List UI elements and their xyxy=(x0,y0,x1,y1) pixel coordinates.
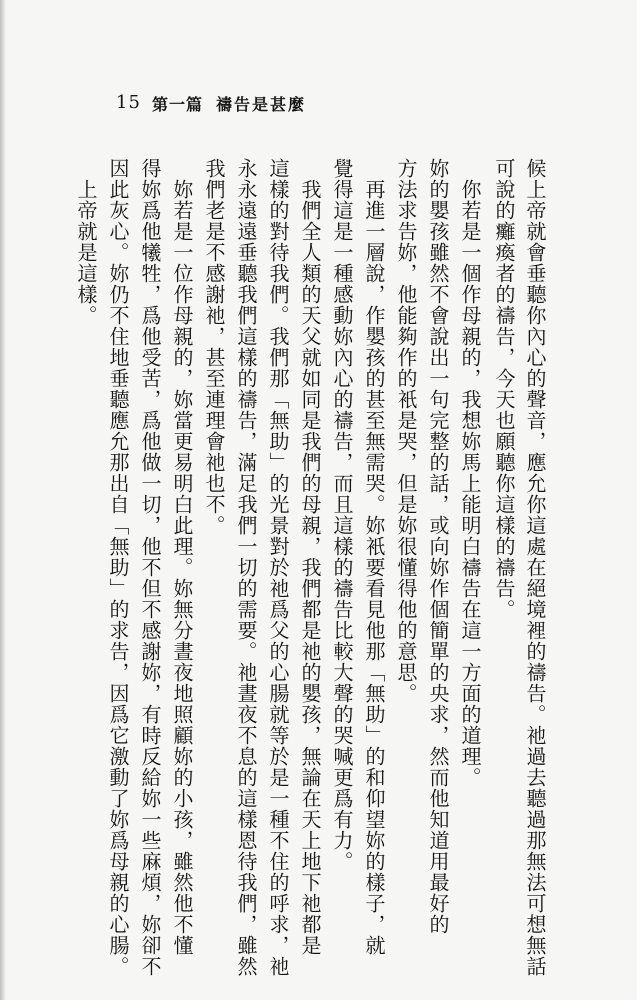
text-column-12: 妳若是一位作母親的，妳當更易明白此理。妳無分晝夜地照顧妳的小孩，雖然他不懂 xyxy=(170,158,194,956)
text-column-9: 這樣的對待我們。我們那「無助」的光景對於祂爲父的心腸就等於是一種不住的呼求，祂 xyxy=(266,158,290,977)
page-number: 15 xyxy=(116,92,141,113)
text-column-10: 永永遠遠垂聽我們這樣的禱告，滿足我們一切的需要。祂晝夜不息的這樣恩待我們，雖然 xyxy=(234,158,258,977)
text-column-14: 因此灰心。妳仍不住地垂聽應允那出自「無助」的求告，因爲它激動了妳爲母親的心腸。 xyxy=(106,158,130,977)
text-column-15: 上帝就是這樣。 xyxy=(74,158,98,326)
text-column-5: 方法求告妳，他能夠作的衹是哭，但是妳很懂得他的意思。 xyxy=(394,158,418,704)
text-column-7: 覺得這是一種感動妳內心的禱告，而且這樣的禱告比較大聲的哭喊更爲有力。 xyxy=(330,158,354,872)
text-column-4: 妳的嬰孩雖然不會說出一句完整的話，或向妳作個簡單的央求，然而他知道用最好的 xyxy=(426,158,450,935)
text-column-11: 我們老是不感謝祂，甚至連理會祂也不。 xyxy=(202,158,226,536)
text-column-1: 候上帝就會垂聽你內心的聲音，應允你這處在絕境裡的禱告。祂過去聽過那無法可想無話 xyxy=(523,158,547,977)
chapter-label: 第一篇 xyxy=(152,95,204,114)
text-column-6: 再進一層說，作嬰孩的甚至無需哭。妳衹要看見他那「無助」的和仰望妳的樣子，就 xyxy=(362,158,386,956)
chapter-title: 禱告是甚麼 xyxy=(216,95,307,114)
text-column-8: 我們全人類的天父就如同是我們的母親，我們都是祂的嬰孩，無論在天上地下祂都是 xyxy=(298,158,322,956)
text-column-13: 得妳爲他犧牲，爲他受苦，爲他做一切，他不但不感謝妳，有時反給妳一些麻煩，妳卻不 xyxy=(138,158,162,977)
text-column-3: 你若是一個作母親的，我想妳馬上能明白禱告在這一方面的道理。 xyxy=(458,158,482,788)
text-column-2: 可說的癱瘓者的禱告，今天也願聽你這樣的禱告。 xyxy=(492,158,516,620)
